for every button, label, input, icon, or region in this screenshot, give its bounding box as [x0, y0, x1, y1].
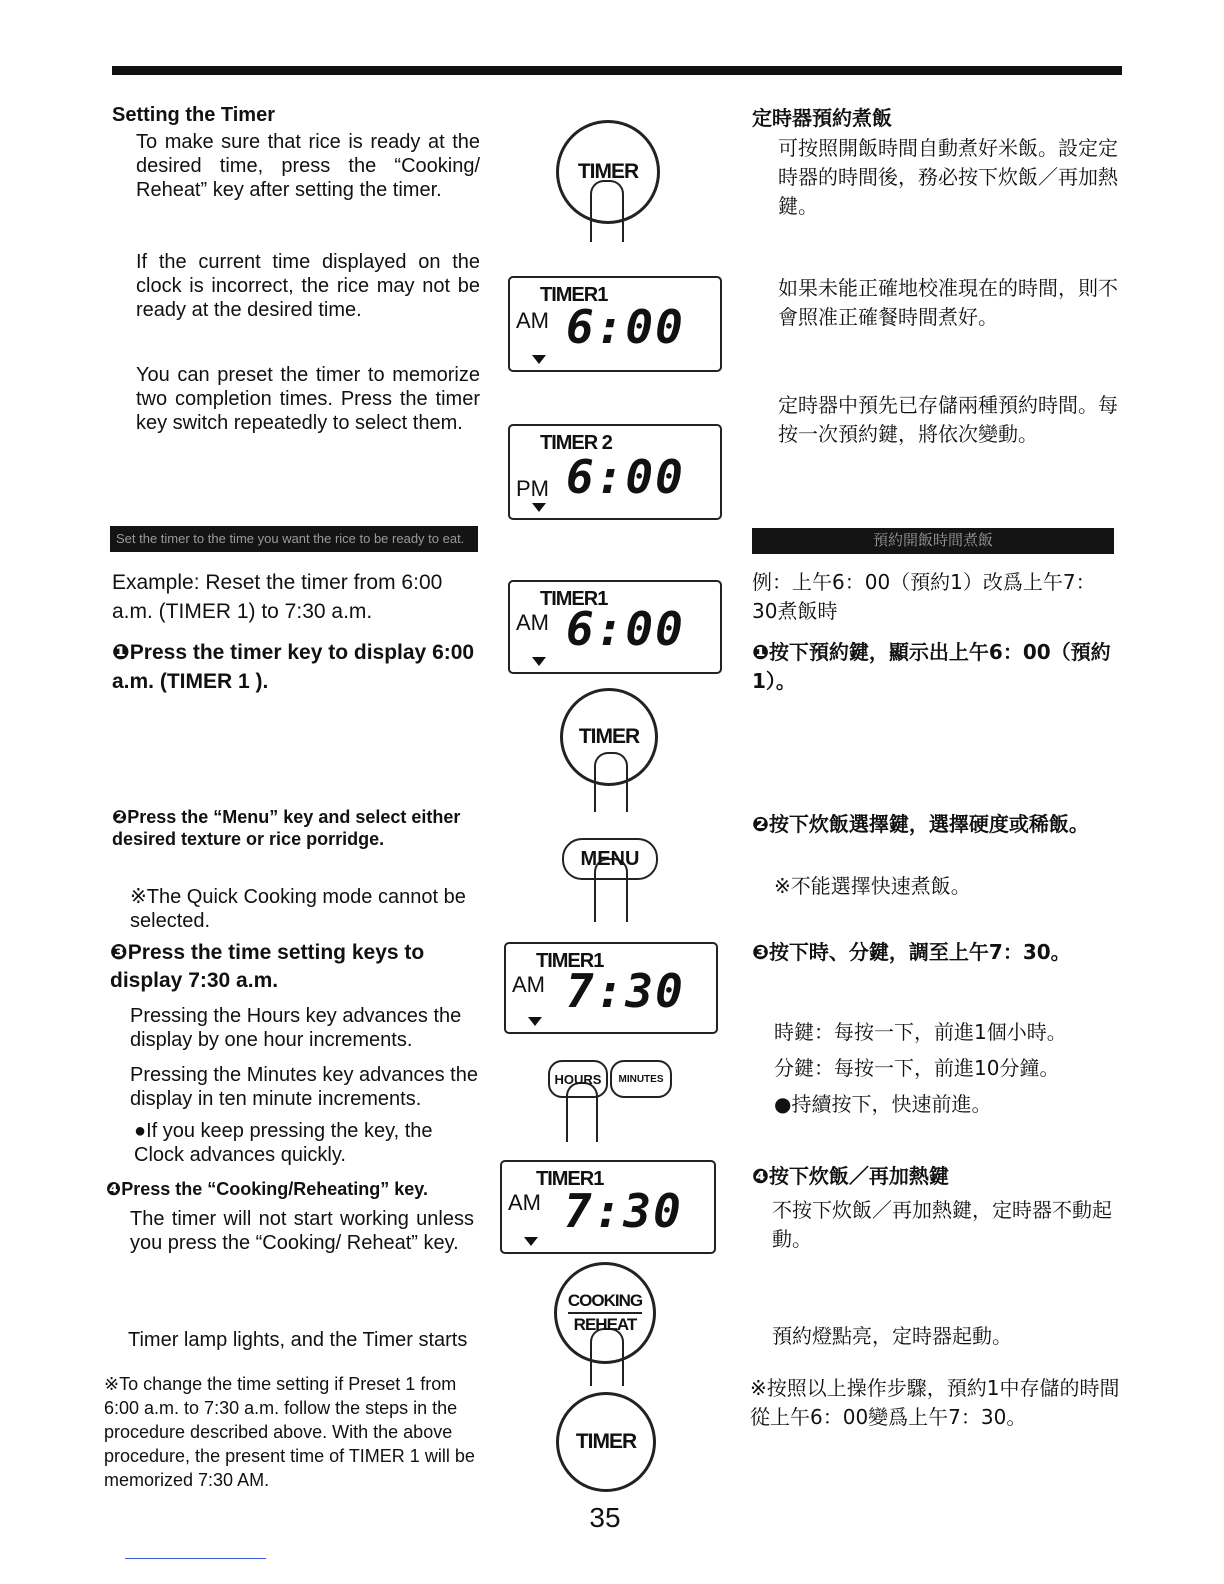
intro-paragraph: To make sure that rice is ready at the desired time, press the “Cooking/ Reheat” key after setting the timer. — [136, 131, 480, 201]
hours-key-note: Pressing the Hours key advances the display by one hour increments. — [130, 1005, 462, 1051]
menu-key[interactable] — [562, 838, 658, 880]
lcd-time: 7:30 — [566, 964, 685, 1018]
zh-preset-paragraph: 定時器中預先已存儲兩種預約時間。每按一次預約鍵，將依次變動。 — [778, 393, 1118, 446]
lcd-indicator-icon — [532, 657, 546, 666]
lcd-display-2 — [508, 424, 722, 520]
lcd-ampm: PM — [516, 476, 549, 501]
lcd-ampm: AM — [516, 308, 549, 333]
zh-example: 例：上午6：00（預約1）改爲上午7：30煮飯時 — [752, 570, 1096, 623]
lcd-display-5 — [500, 1160, 716, 1254]
lcd-timer-label: TIMER1 — [536, 950, 604, 972]
zh-lamp-note: 預約燈點亮，定時器起動。 — [772, 1324, 1012, 1348]
lcd-ampm: AM — [512, 972, 545, 997]
step-4: ❹Press the “Cooking/Reheating” key. — [106, 1179, 428, 1199]
timer-key-label: TIMER — [577, 160, 639, 183]
zh-quick-note: ※不能選擇快速煮飯。 — [774, 874, 971, 898]
lcd-timer-label: TIMER 2 — [540, 432, 612, 454]
zh-step-2: ❷按下炊飯選擇鍵，選擇硬度或稀飯。 — [752, 812, 1089, 836]
timer-lamp-note: Timer lamp lights, and the Timer starts — [128, 1329, 468, 1351]
zh-step-4-body: 不按下炊飯／再加熱鍵，定時器不動起動。 — [772, 1198, 1112, 1251]
minutes-key-label: MINUTES — [618, 1073, 664, 1085]
page-number: 35 — [589, 1502, 621, 1533]
cooking-label: COOKING — [568, 1290, 642, 1314]
zh-step-1: ❶按下預約鍵，顯示出上午6：00（預約1）。 — [752, 640, 1111, 693]
lcd-time: 6:00 — [566, 300, 685, 354]
zh-minutes-note: 分鍵：每按一下，前進10分鐘。 — [774, 1056, 1060, 1080]
lcd-timer-label: TIMER1 — [540, 284, 608, 306]
minutes-key-note: Pressing the Minutes key advances the display in ten minute increments. — [130, 1064, 478, 1110]
lcd-timer-label: TIMER1 — [536, 1168, 604, 1190]
lcd-indicator-icon — [532, 503, 546, 512]
zh-section-title: 定時器預約煮飯 — [752, 106, 892, 130]
zh-step-4: ❹按下炊飯／再加熱鍵 — [752, 1164, 949, 1188]
lcd-time: 6:00 — [566, 450, 685, 504]
zh-keep-note: ●持續按下，快速前進。 — [774, 1092, 992, 1116]
zh-intro-paragraph: 可按照開飯時間自動煮好米飯。設定定時器的時間後，務必按下炊飯／再加熱鍵。 — [778, 136, 1118, 218]
lcd-display-3 — [508, 580, 722, 674]
keep-pressing-note: ●If you keep pressing the key, the Clock advances quickly. — [134, 1120, 433, 1166]
step-2: ❷Press the “Menu” key and select either desired texture or rice porridge. — [112, 807, 461, 849]
footer-rule — [125, 1558, 266, 1559]
timer-lamp — [556, 1392, 656, 1492]
top-rule — [112, 66, 1122, 75]
lcd-time: 6:00 — [566, 602, 685, 656]
clock-warning-paragraph: If the current time displayed on the clock is incorrect, the rice may not be ready at the desired time. — [136, 251, 480, 321]
lcd-display-4 — [504, 942, 718, 1034]
lcd-timer-label: TIMER1 — [540, 588, 608, 610]
english-banner: Set the timer to the time you want the rice to be ready to eat. — [110, 526, 478, 552]
chinese-banner: 預約開飯時間煮飯 — [752, 528, 1114, 554]
lcd-time: 7:30 — [564, 1184, 683, 1238]
zh-step-3: ❸按下時、分鍵，調至上午7：30。 — [752, 940, 1071, 964]
zh-clock-warning: 如果未能正確地校准現在的時間，則不會照准正確餐時間煮好。 — [778, 276, 1118, 329]
zh-change-note: ※按照以上操作步驟，預約1中存儲的時間從上午6：00變爲上午7：30。 — [750, 1376, 1120, 1429]
lcd-indicator-icon — [524, 1237, 538, 1246]
reheat-label: REHEAT — [573, 1315, 637, 1334]
minutes-key[interactable] — [610, 1060, 672, 1098]
hours-key-label: HOURS — [554, 1071, 602, 1087]
step-1: ❶Press the timer key to display 6:00 a.m. (TIMER 1 ). — [112, 641, 475, 693]
lcd-indicator-icon — [528, 1017, 542, 1026]
change-setting-note: ※To change the time setting if Preset 1 from 6:00 a.m. to 7:30 a.m. follow the steps in the procedure described above. With the above procedure, the present time of TIMER 1 will be memorized 7:30 AM. — [104, 1374, 475, 1490]
section-title: Setting the Timer — [112, 104, 275, 126]
preset-paragraph: You can preset the timer to memorize two completion times. Press the timer key switch repeatedly to select them. — [136, 364, 480, 434]
example-text: Example: Reset the timer from 6:00 a.m. (TIMER 1) to 7:30 a.m. — [112, 571, 443, 623]
lcd-ampm: AM — [516, 610, 549, 635]
hours-key[interactable] — [548, 1060, 608, 1098]
cooking-reheat-key[interactable] — [554, 1262, 656, 1364]
timer-lamp-label: TIMER — [575, 1430, 637, 1453]
zh-hours-note: 時鍵：每按一下，前進1個小時。 — [774, 1020, 1067, 1044]
lcd-indicator-icon — [532, 355, 546, 364]
lcd-ampm: AM — [508, 1190, 541, 1215]
menu-key-label: MENU — [580, 847, 640, 870]
timer-key[interactable] — [556, 120, 660, 224]
timer-key-label: TIMER — [578, 725, 640, 748]
timer-key[interactable] — [560, 688, 658, 786]
step-4-body: The timer will not start working unless you press the “Cooking/ Reheat” key. — [130, 1208, 474, 1254]
step-3: ❸Press the time setting keys to display 7:30 a.m. — [110, 941, 425, 992]
quick-cooking-note: ※The Quick Cooking mode cannot be selected. — [130, 886, 466, 932]
lcd-display-1 — [508, 276, 722, 372]
